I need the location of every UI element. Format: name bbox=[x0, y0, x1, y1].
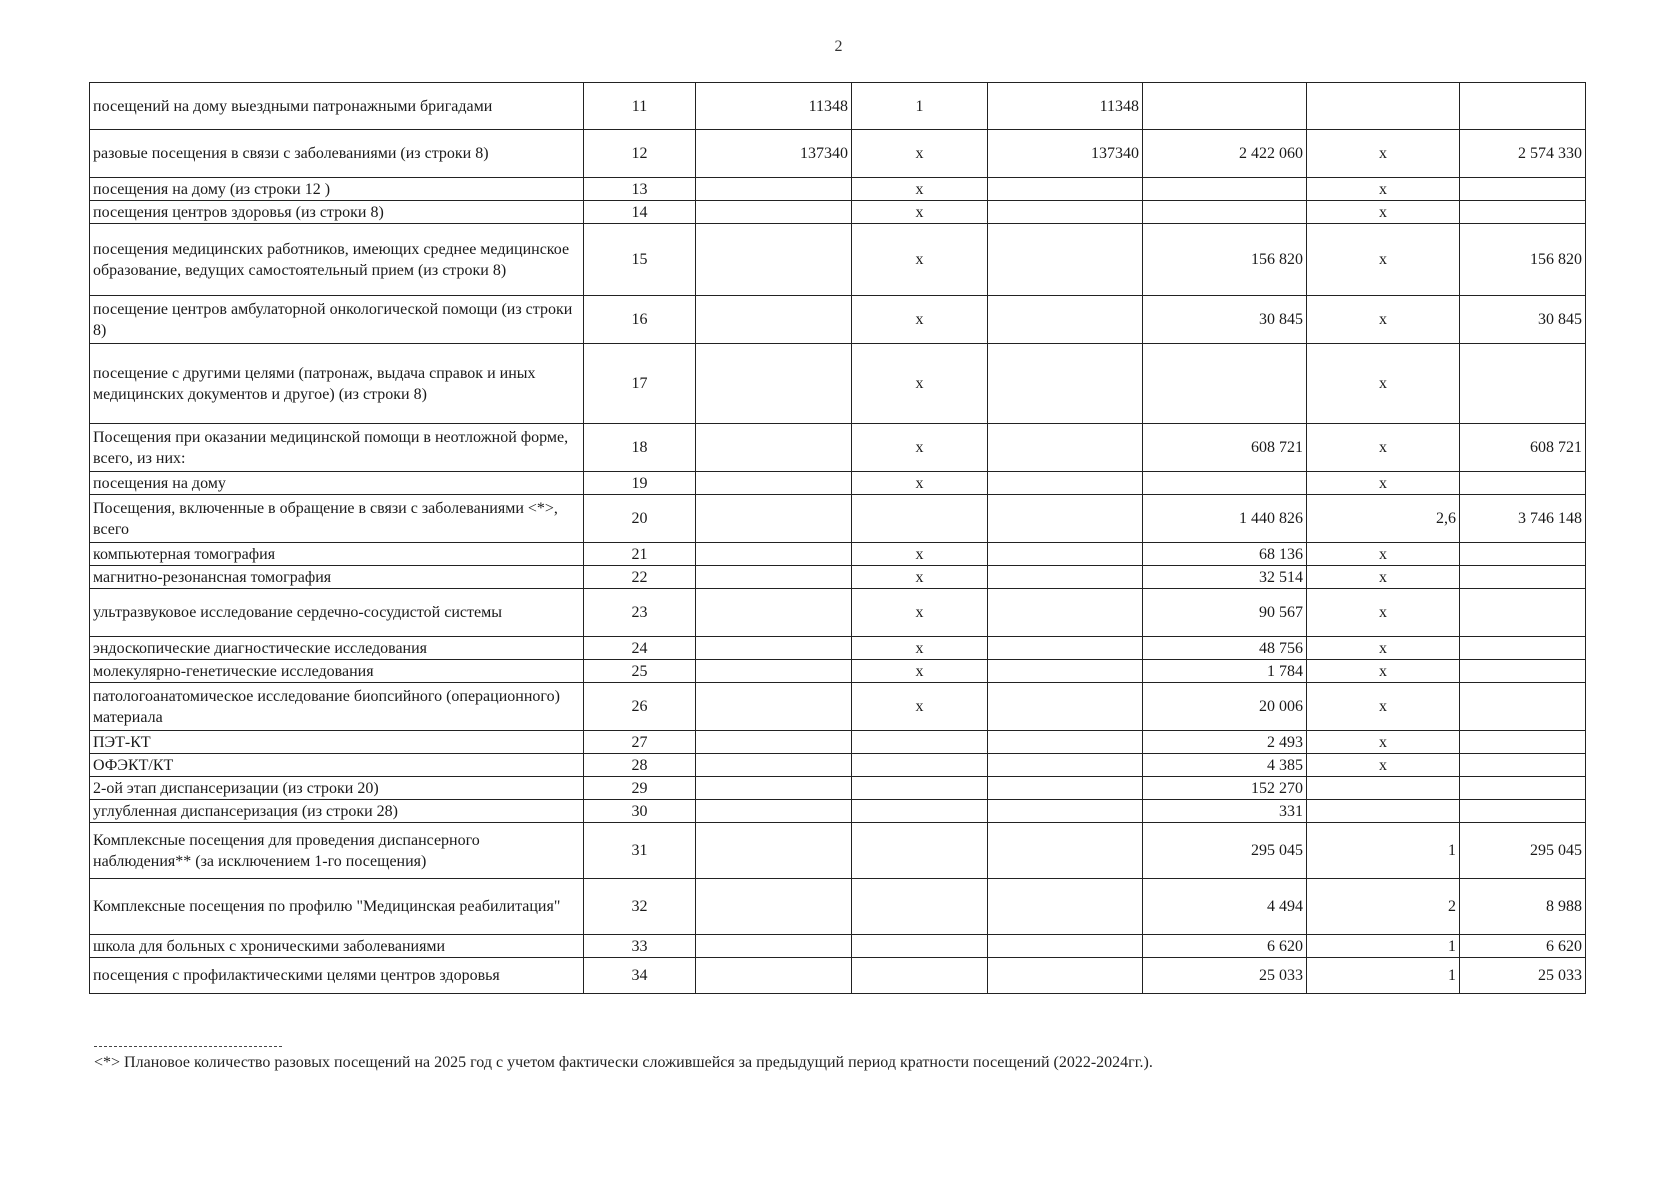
row-name-cell: школа для больных с хроническими заболеваниями bbox=[90, 935, 584, 958]
row-name-cell: Посещения при оказании медицинской помощи в неотложной форме, всего, из них: bbox=[90, 424, 584, 472]
table-row bbox=[90, 879, 1586, 935]
value-col-2: х bbox=[852, 424, 988, 472]
value-col-4: 156 820 bbox=[1143, 224, 1307, 296]
value-col-6: 3 746 148 bbox=[1460, 495, 1586, 543]
value-col-5: 2,6 bbox=[1307, 495, 1460, 543]
value-col-2: 1 bbox=[852, 83, 988, 130]
value-col-3: 11348 bbox=[988, 83, 1143, 130]
value-col-1 bbox=[696, 472, 852, 495]
value-col-1 bbox=[696, 344, 852, 424]
value-col-1 bbox=[696, 296, 852, 344]
value-col-4: 32 514 bbox=[1143, 566, 1307, 589]
table-row bbox=[90, 660, 1586, 683]
table-row bbox=[90, 800, 1586, 823]
value-col-4 bbox=[1143, 472, 1307, 495]
value-col-2 bbox=[852, 879, 988, 935]
value-col-6 bbox=[1460, 777, 1586, 800]
table-row bbox=[90, 201, 1586, 224]
value-col-1 bbox=[696, 178, 852, 201]
value-col-5: х bbox=[1307, 130, 1460, 178]
table-row bbox=[90, 472, 1586, 495]
table-row bbox=[90, 566, 1586, 589]
value-col-5 bbox=[1307, 777, 1460, 800]
value-col-2: х bbox=[852, 683, 988, 731]
value-col-4: 25 033 bbox=[1143, 958, 1307, 994]
row-number-cell: 25 bbox=[584, 660, 696, 683]
value-col-5: х bbox=[1307, 296, 1460, 344]
value-col-6 bbox=[1460, 731, 1586, 754]
value-col-5: х bbox=[1307, 683, 1460, 731]
row-name-cell: посещения на дому (из строки 12 ) bbox=[90, 178, 584, 201]
value-col-5: 2 bbox=[1307, 879, 1460, 935]
row-name-cell: ПЭТ-КТ bbox=[90, 731, 584, 754]
value-col-1 bbox=[696, 800, 852, 823]
value-col-2 bbox=[852, 935, 988, 958]
value-col-5: х bbox=[1307, 472, 1460, 495]
row-name-cell: 2-ой этап диспансеризации (из строки 20) bbox=[90, 777, 584, 800]
value-col-1 bbox=[696, 823, 852, 879]
table-row bbox=[90, 935, 1586, 958]
value-col-4: 331 bbox=[1143, 800, 1307, 823]
value-col-6 bbox=[1460, 344, 1586, 424]
value-col-4: 20 006 bbox=[1143, 683, 1307, 731]
value-col-5 bbox=[1307, 83, 1460, 130]
value-col-1 bbox=[696, 424, 852, 472]
value-col-5: х bbox=[1307, 566, 1460, 589]
value-col-6: 295 045 bbox=[1460, 823, 1586, 879]
value-col-6 bbox=[1460, 589, 1586, 637]
value-col-5: х bbox=[1307, 224, 1460, 296]
value-col-6: 6 620 bbox=[1460, 935, 1586, 958]
row-number-cell: 29 bbox=[584, 777, 696, 800]
table-row bbox=[90, 424, 1586, 472]
value-col-2: х bbox=[852, 130, 988, 178]
value-col-5: х bbox=[1307, 589, 1460, 637]
value-col-3 bbox=[988, 201, 1143, 224]
value-col-3 bbox=[988, 683, 1143, 731]
row-number-cell: 28 bbox=[584, 754, 696, 777]
value-col-1 bbox=[696, 958, 852, 994]
value-col-4: 48 756 bbox=[1143, 637, 1307, 660]
value-col-5: х bbox=[1307, 201, 1460, 224]
value-col-2 bbox=[852, 800, 988, 823]
value-col-2: х bbox=[852, 543, 988, 566]
row-name-cell: ультразвуковое исследование сердечно-сосудистой системы bbox=[90, 589, 584, 637]
value-col-5: х bbox=[1307, 731, 1460, 754]
value-col-6: 30 845 bbox=[1460, 296, 1586, 344]
value-col-6 bbox=[1460, 543, 1586, 566]
value-col-4 bbox=[1143, 178, 1307, 201]
value-col-4: 1 440 826 bbox=[1143, 495, 1307, 543]
value-col-6 bbox=[1460, 472, 1586, 495]
row-name-cell: Комплексные посещения для проведения диспансерного наблюдения** (за исключением 1-го посещения) bbox=[90, 823, 584, 879]
row-number-cell: 26 bbox=[584, 683, 696, 731]
page-number: 2 bbox=[834, 38, 843, 55]
table-row bbox=[90, 731, 1586, 754]
value-col-5 bbox=[1307, 800, 1460, 823]
value-col-1 bbox=[696, 879, 852, 935]
value-col-2: х bbox=[852, 178, 988, 201]
value-col-4: 2 493 bbox=[1143, 731, 1307, 754]
value-col-2 bbox=[852, 495, 988, 543]
table-row bbox=[90, 777, 1586, 800]
row-name-cell: посещение с другими целями (патронаж, выдача справок и иных медицинских документов и другое) (из строки 8) bbox=[90, 344, 584, 424]
table-row bbox=[90, 637, 1586, 660]
value-col-3 bbox=[988, 935, 1143, 958]
table-row bbox=[90, 344, 1586, 424]
row-number-cell: 16 bbox=[584, 296, 696, 344]
value-col-4: 30 845 bbox=[1143, 296, 1307, 344]
value-col-5: х bbox=[1307, 178, 1460, 201]
footnote: <*> Плановое количество разовых посещений на 2025 год с учетом фактически сложившейся за предыдущий период кратности посещений (2022-2024гг.). bbox=[94, 1054, 1153, 1071]
value-col-6: 8 988 bbox=[1460, 879, 1586, 935]
value-col-1 bbox=[696, 637, 852, 660]
row-number-cell: 31 bbox=[584, 823, 696, 879]
value-col-1 bbox=[696, 224, 852, 296]
table-row bbox=[90, 823, 1586, 879]
value-col-3 bbox=[988, 589, 1143, 637]
value-col-4: 68 136 bbox=[1143, 543, 1307, 566]
value-col-4: 2 422 060 bbox=[1143, 130, 1307, 178]
row-name-cell: разовые посещения в связи с заболеваниями (из строки 8) bbox=[90, 130, 584, 178]
footnote-rule bbox=[94, 1046, 282, 1047]
value-col-3 bbox=[988, 543, 1143, 566]
value-col-2 bbox=[852, 731, 988, 754]
row-name-cell: ОФЭКТ/КТ bbox=[90, 754, 584, 777]
value-col-5: 1 bbox=[1307, 958, 1460, 994]
value-col-3 bbox=[988, 879, 1143, 935]
row-number-cell: 18 bbox=[584, 424, 696, 472]
indicators-table bbox=[89, 82, 1586, 994]
value-col-2 bbox=[852, 777, 988, 800]
value-col-2: х bbox=[852, 660, 988, 683]
value-col-1 bbox=[696, 495, 852, 543]
value-col-4: 6 620 bbox=[1143, 935, 1307, 958]
value-col-4: 295 045 bbox=[1143, 823, 1307, 879]
value-col-2: х bbox=[852, 296, 988, 344]
row-name-cell: посещения центров здоровья (из строки 8) bbox=[90, 201, 584, 224]
row-number-cell: 32 bbox=[584, 879, 696, 935]
value-col-6: 608 721 bbox=[1460, 424, 1586, 472]
value-col-1 bbox=[696, 566, 852, 589]
row-number-cell: 23 bbox=[584, 589, 696, 637]
value-col-1 bbox=[696, 731, 852, 754]
value-col-4 bbox=[1143, 201, 1307, 224]
table-row bbox=[90, 958, 1586, 994]
value-col-3 bbox=[988, 660, 1143, 683]
row-name-cell: эндоскопические диагностические исследования bbox=[90, 637, 584, 660]
value-col-3 bbox=[988, 777, 1143, 800]
row-name-cell: компьютерная томография bbox=[90, 543, 584, 566]
value-col-3 bbox=[988, 823, 1143, 879]
value-col-6: 2 574 330 bbox=[1460, 130, 1586, 178]
value-col-1: 137340 bbox=[696, 130, 852, 178]
row-number-cell: 12 bbox=[584, 130, 696, 178]
row-number-cell: 27 bbox=[584, 731, 696, 754]
value-col-2: х bbox=[852, 224, 988, 296]
row-number-cell: 13 bbox=[584, 178, 696, 201]
value-col-3 bbox=[988, 424, 1143, 472]
value-col-4 bbox=[1143, 344, 1307, 424]
value-col-3: 137340 bbox=[988, 130, 1143, 178]
value-col-2 bbox=[852, 823, 988, 879]
value-col-6: 25 033 bbox=[1460, 958, 1586, 994]
row-name-cell: углубленная диспансеризация (из строки 28) bbox=[90, 800, 584, 823]
value-col-5: х bbox=[1307, 754, 1460, 777]
value-col-6 bbox=[1460, 566, 1586, 589]
value-col-2: х bbox=[852, 637, 988, 660]
row-number-cell: 14 bbox=[584, 201, 696, 224]
value-col-3 bbox=[988, 224, 1143, 296]
value-col-3 bbox=[988, 495, 1143, 543]
value-col-3 bbox=[988, 731, 1143, 754]
value-col-3 bbox=[988, 958, 1143, 994]
row-number-cell: 24 bbox=[584, 637, 696, 660]
value-col-5: х bbox=[1307, 424, 1460, 472]
value-col-1 bbox=[696, 660, 852, 683]
value-col-2: х bbox=[852, 201, 988, 224]
table-row bbox=[90, 495, 1586, 543]
value-col-3 bbox=[988, 472, 1143, 495]
row-name-cell: Посещения, включенные в обращение в связи с заболеваниями <*>, всего bbox=[90, 495, 584, 543]
value-col-1 bbox=[696, 543, 852, 566]
value-col-1: 11348 bbox=[696, 83, 852, 130]
table-row bbox=[90, 178, 1586, 201]
row-name-cell: магнитно-резонансная томография bbox=[90, 566, 584, 589]
value-col-1 bbox=[696, 754, 852, 777]
value-col-3 bbox=[988, 800, 1143, 823]
row-number-cell: 33 bbox=[584, 935, 696, 958]
value-col-2 bbox=[852, 958, 988, 994]
table-row bbox=[90, 130, 1586, 178]
row-name-cell: посещений на дому выездными патронажными бригадами bbox=[90, 83, 584, 130]
value-col-2 bbox=[852, 754, 988, 777]
value-col-4: 4 385 bbox=[1143, 754, 1307, 777]
row-number-cell: 20 bbox=[584, 495, 696, 543]
value-col-5: 1 bbox=[1307, 935, 1460, 958]
value-col-1 bbox=[696, 589, 852, 637]
value-col-6 bbox=[1460, 83, 1586, 130]
value-col-3 bbox=[988, 344, 1143, 424]
value-col-3 bbox=[988, 754, 1143, 777]
row-name-cell: патологоанатомическое исследование биопсийного (операционного) материала bbox=[90, 683, 584, 731]
value-col-4: 152 270 bbox=[1143, 777, 1307, 800]
table-row bbox=[90, 683, 1586, 731]
value-col-2: х bbox=[852, 566, 988, 589]
value-col-4 bbox=[1143, 83, 1307, 130]
value-col-1 bbox=[696, 201, 852, 224]
row-number-cell: 17 bbox=[584, 344, 696, 424]
table-row bbox=[90, 83, 1586, 130]
value-col-4: 4 494 bbox=[1143, 879, 1307, 935]
value-col-6 bbox=[1460, 178, 1586, 201]
row-number-cell: 15 bbox=[584, 224, 696, 296]
row-number-cell: 34 bbox=[584, 958, 696, 994]
value-col-2: х bbox=[852, 472, 988, 495]
table-row bbox=[90, 224, 1586, 296]
value-col-4: 608 721 bbox=[1143, 424, 1307, 472]
value-col-6 bbox=[1460, 660, 1586, 683]
table-row bbox=[90, 754, 1586, 777]
value-col-6 bbox=[1460, 800, 1586, 823]
value-col-2: х bbox=[852, 589, 988, 637]
value-col-5: 1 bbox=[1307, 823, 1460, 879]
row-number-cell: 22 bbox=[584, 566, 696, 589]
row-number-cell: 21 bbox=[584, 543, 696, 566]
value-col-6 bbox=[1460, 683, 1586, 731]
row-name-cell: посещения медицинских работников, имеющих среднее медицинское образование, ведущих самостоятельный прием (из строки 8) bbox=[90, 224, 584, 296]
value-col-3 bbox=[988, 178, 1143, 201]
value-col-3 bbox=[988, 637, 1143, 660]
value-col-5: х bbox=[1307, 660, 1460, 683]
value-col-5: х bbox=[1307, 344, 1460, 424]
row-name-cell: молекулярно-генетические исследования bbox=[90, 660, 584, 683]
value-col-1 bbox=[696, 777, 852, 800]
value-col-6: 156 820 bbox=[1460, 224, 1586, 296]
value-col-2: х bbox=[852, 344, 988, 424]
row-name-cell: посещения на дому bbox=[90, 472, 584, 495]
value-col-5: х bbox=[1307, 543, 1460, 566]
table-row bbox=[90, 296, 1586, 344]
value-col-6 bbox=[1460, 201, 1586, 224]
value-col-4: 90 567 bbox=[1143, 589, 1307, 637]
row-number-cell: 11 bbox=[584, 83, 696, 130]
row-name-cell: посещения с профилактическими целями центров здоровья bbox=[90, 958, 584, 994]
table-row bbox=[90, 589, 1586, 637]
value-col-1 bbox=[696, 935, 852, 958]
value-col-6 bbox=[1460, 637, 1586, 660]
row-name-cell: посещение центров амбулаторной онкологической помощи (из строки 8) bbox=[90, 296, 584, 344]
value-col-3 bbox=[988, 566, 1143, 589]
value-col-6 bbox=[1460, 754, 1586, 777]
row-number-cell: 19 bbox=[584, 472, 696, 495]
value-col-5: х bbox=[1307, 637, 1460, 660]
row-name-cell: Комплексные посещения по профилю "Медицинская реабилитация" bbox=[90, 879, 584, 935]
value-col-1 bbox=[696, 683, 852, 731]
row-number-cell: 30 bbox=[584, 800, 696, 823]
value-col-4: 1 784 bbox=[1143, 660, 1307, 683]
value-col-3 bbox=[988, 296, 1143, 344]
table-row bbox=[90, 543, 1586, 566]
